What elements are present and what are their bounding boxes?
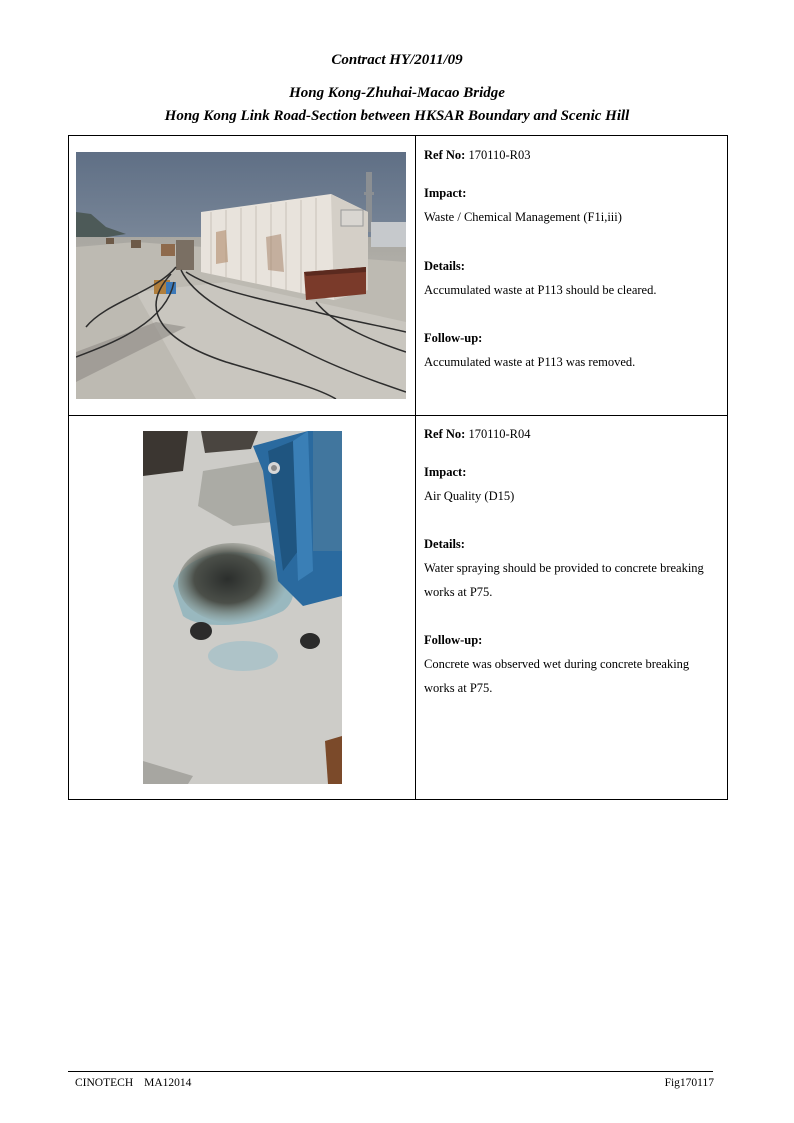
section-title: Hong Kong Link Road-Section between HKSAR Boundary and Scenic Hill <box>164 108 630 124</box>
observation-table <box>68 135 728 800</box>
company-name: CINOTECH <box>75 1077 134 1089</box>
ref-no-value: 170110-R03 <box>468 148 531 162</box>
project-title: Hong Kong-Zhuhai-Macao Bridge <box>289 85 505 101</box>
ref-no-label: Ref No: <box>424 148 466 162</box>
details-cell <box>416 416 727 799</box>
photo-cell <box>69 136 416 415</box>
impact-label: Impact: <box>424 465 467 479</box>
ref-no-label: Ref No: <box>424 427 466 441</box>
footer-divider <box>68 1071 713 1072</box>
details-label: Details: <box>424 259 465 273</box>
ref-no-value: 170110-R04 <box>468 427 531 441</box>
site-photo-container-concrete <box>143 431 342 784</box>
footer-left <box>75 1077 191 1089</box>
follow-up-label: Follow-up: <box>424 331 483 345</box>
follow-up-value-line-2: works at P75. <box>424 681 493 695</box>
details-value-line-2: works at P75. <box>424 585 493 599</box>
document-code: MA12014 <box>144 1077 192 1089</box>
impact-value: Waste / Chemical Management (F1i,iii) <box>424 210 622 224</box>
details-value-line-1: Water spraying should be provided to concrete breaking <box>424 561 704 575</box>
follow-up-label: Follow-up: <box>424 633 483 647</box>
ref-no-line <box>424 422 530 446</box>
impact-value: Air Quality (D15) <box>424 489 515 503</box>
follow-up-value: Accumulated waste at P113 was removed. <box>424 355 636 369</box>
impact-label: Impact: <box>424 186 467 200</box>
details-label: Details: <box>424 537 465 551</box>
photo-cell <box>69 416 416 799</box>
site-photo-image <box>76 152 406 399</box>
contract-title: Contract HY/2011/09 <box>331 52 463 68</box>
table-row <box>69 136 727 416</box>
follow-up-value-line-1: Concrete was observed wet during concrete breaking <box>424 657 690 671</box>
figure-number: Fig170117 <box>664 1077 714 1089</box>
details-value: Accumulated waste at P113 should be cleared. <box>424 283 657 297</box>
table-row <box>69 416 727 799</box>
ref-no-line <box>424 143 530 167</box>
details-cell <box>416 136 727 415</box>
site-photo-image <box>143 431 342 784</box>
site-photo-container-waste <box>76 152 406 399</box>
